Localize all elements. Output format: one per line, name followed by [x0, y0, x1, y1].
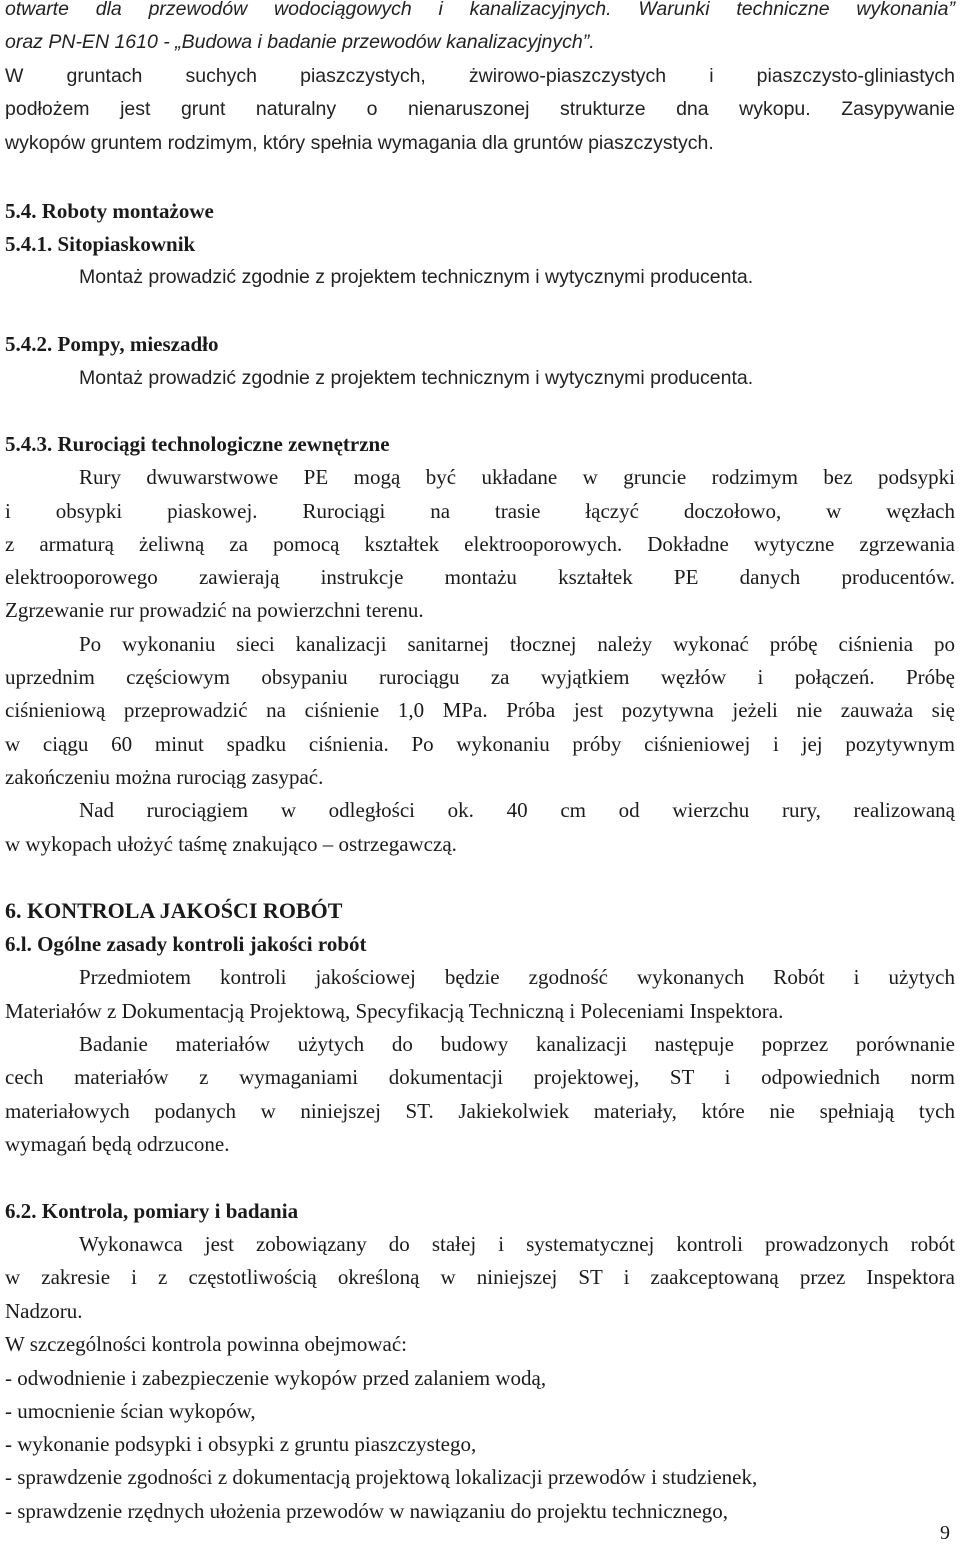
section-6-heading: 6. KONTROLA JAKOŚCI ROBÓT [5, 898, 343, 923]
page-number: 9 [940, 1522, 950, 1544]
para-6-2-line-2: w zakresie i z częstotliwością określoną w niniejszej ST i zaakceptowaną przez Inspektora [5, 1265, 955, 1289]
section-5-4-3-heading [5, 428, 955, 460]
para-6-1-line-3: Badanie materiałów użytych do budowy kanalizacji następuje poprzez porównanie [79, 1032, 955, 1056]
intro-line-4: podłożem jest grunt naturalny o nienaruszonej strukturze dna wykopu. Zasypywanie [5, 98, 955, 120]
para-5-4-3-line-6: Po wykonaniu sieci kanalizacji sanitarnej tłocznej należy wykonać próbę ciśnienia po [79, 632, 955, 656]
section-5-4-3-title: Rurociągi technologiczne zewnętrzne [57, 432, 390, 456]
para-5-4-3-line-7: uprzednim częściowym obsypaniu rurociągu za wyjątkiem węzłów i połączeń. Próbę [5, 665, 955, 689]
intro-line-5: wykopów gruntem rodzimym, który spełnia wymagania dla gruntów piaszczystych. [5, 132, 714, 154]
section-5-4-heading: 5.4. Roboty montażowe [5, 199, 214, 223]
list-item-2: - umocnienie ścian wykopów, [5, 1399, 256, 1423]
section-5-4-3-number: 5.4.3. [5, 432, 53, 456]
para-6-2-line-1: Wykonawca jest zobowiązany do stałej i systematycznej kontroli prowadzonych robót [79, 1232, 955, 1256]
list-item-5: - sprawdzenie rzędnych ułożenia przewodów w nawiązaniu do projektu technicznego, [5, 1499, 729, 1523]
para-5-4-3-line-4: elektrooporowego zawierają instrukcje montażu kształtek PE danych producentów. [5, 565, 955, 589]
section-6-1-heading: 6.l. Ogólne zasady kontroli jakości robót [5, 932, 367, 956]
para-5-4-3-line-11: Nad rurociągiem w odległości ok. 40 cm od wierzchu rury, realizowaną [79, 798, 955, 822]
section-6-2-heading: 6.2. Kontrola, pomiary i badania [5, 1199, 299, 1223]
para-5-4-3-line-3: z armaturą żeliwną za pomocą kształtek elektrooporowych. Dokładne wytyczne zgrzewania [5, 532, 955, 556]
section-5-4-2-heading: 5.4.2. Pompy, mieszadło [5, 332, 219, 356]
intro-line-3: W gruntach suchych piaszczystych, żwirowo-piaszczystych i piaszczysto-gliniastych [5, 65, 955, 87]
list-item-1: - odwodnienie i zabezpieczenie wykopów przed zalaniem wodą, [5, 1366, 547, 1390]
intro-line-2: oraz PN-EN 1610 - „Budowa i badanie przewodów kanalizacyjnych”. [5, 31, 595, 53]
para-6-2-line-4: W szczególności kontrola powinna obejmować: [5, 1332, 407, 1356]
para-5-4-3-line-8: ciśnieniową przeprowadzić na ciśnienie 1,0 MPa. Próba jest pozytywna jeżeli nie zauważa się [5, 698, 955, 722]
para-5-4-3-line-2: i obsypki piaskowej. Rurociągi na trasie łączyć doczołowo, w węzłach [5, 499, 955, 523]
para-5-4-3-line-10: zakończeniu można rurociąg zasypać. [5, 765, 324, 789]
para-6-1-line-2: Materiałów z Dokumentacją Projektową, Specyfikacją Techniczną i Poleceniami Inspektora. [5, 999, 784, 1023]
section-5-4-1-heading: 5.4.1. Sitopiaskownik [5, 232, 196, 256]
para-6-1-line-4: cech materiałów z wymaganiami dokumentacji projektowej, ST i odpowiednich norm [5, 1065, 955, 1089]
para-6-2-line-3: Nadzoru. [5, 1299, 83, 1323]
para-6-1-line-1: Przedmiotem kontroli jakościowej będzie zgodność wykonanych Robót i użytych [79, 965, 955, 989]
para-6-1-line-5: materiałowych podanych w niniejszej ST. Jakiekolwiek materiały, które nie spełniają tych [5, 1099, 955, 1123]
para-5-4-3-line-9: w ciągu 60 minut spadku ciśnienia. Po wykonaniu próby ciśnieniowej i jej pozytywnym [5, 732, 955, 756]
para-5-4-3-line-1: Rury dwuwarstwowe PE mogą być układane w gruncie rodzimym bez podsypki [79, 465, 955, 489]
section-5-4-1-text: Montaż prowadzić zgodnie z projektem technicznym i wytycznymi producenta. [79, 266, 754, 288]
list-item-4: - sprawdzenie zgodności z dokumentacją projektową lokalizacji przewodów i studzienek, [5, 1465, 758, 1489]
para-6-1-line-6: wymagań będą odrzucone. [5, 1132, 230, 1156]
list-item-3: - wykonanie podsypki i obsypki z gruntu piaszczystego, [5, 1432, 477, 1456]
para-5-4-3-line-12: w wykopach ułożyć taśmę znakująco – ostrzegawczą. [5, 832, 457, 856]
section-5-4-2-text: Montaż prowadzić zgodnie z projektem technicznym i wytycznymi producenta. [79, 367, 754, 389]
intro-line-1: otwarte dla przewodów wodociągowych i kanalizacyjnych. Warunki techniczne wykonania” [5, 0, 955, 20]
para-5-4-3-line-5: Zgrzewanie rur prowadzić na powierzchni terenu. [5, 598, 424, 622]
